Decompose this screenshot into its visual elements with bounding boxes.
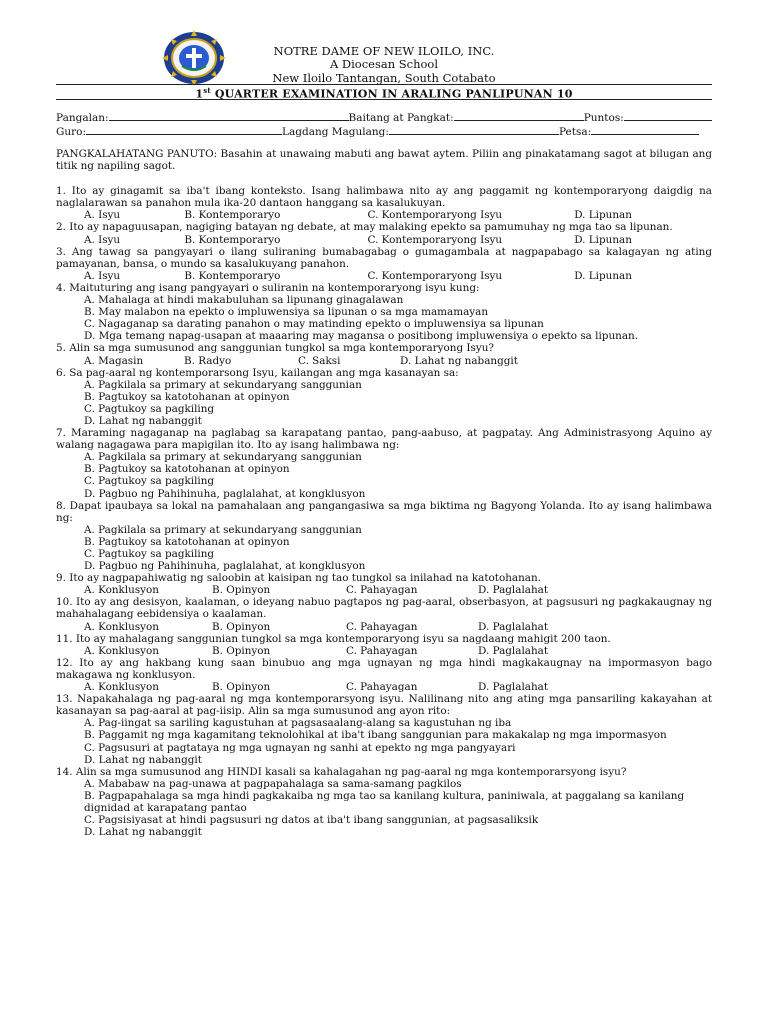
- choice-row: [56, 209, 712, 221]
- lagdang-label: Lagdang Magulang:: [282, 126, 389, 138]
- title-divider: [56, 99, 712, 100]
- choice-option[interactable]: D. Lahat ng nabanggit: [400, 354, 518, 367]
- choice-option[interactable]: B. Kontemporaryo: [184, 209, 281, 222]
- choice-option[interactable]: B. May malabon na epekto o impluwensiya sa lipunan o sa mga mamamayan: [84, 306, 489, 319]
- choice-option[interactable]: C. Pagtukoy sa pagkiling: [84, 475, 215, 488]
- choice-row: [56, 584, 712, 596]
- question-12: [56, 657, 712, 693]
- choice-option[interactable]: D. Paglalahat: [478, 681, 549, 694]
- choice-option[interactable]: A. Konklusyon: [84, 584, 160, 597]
- choice-option[interactable]: B. Pagtukoy sa katotohanan at opinyon: [84, 463, 290, 476]
- question-5: [56, 342, 712, 366]
- question-text: 11. Ito ay mahalagang sanggunian tungkol sa mga kontemporaryong isyu sa nagdaang mahigit 200 taon.: [56, 632, 611, 645]
- question-8: [56, 500, 712, 573]
- question-text: 8. Dapat ipaubaya sa lokal na pamahalaan ang pangangasiwa sa mga biktima ng Bagyong Yolanda. Ito ay isang halimbawa ng:: [56, 499, 712, 524]
- choice-option[interactable]: A. Pag-iingat sa sariling kagustuhan at pagsasaalang-alang sa kagustuhan ng iba: [84, 717, 512, 730]
- choice-option[interactable]: B. Pagtukoy sa katotohanan at opinyon: [84, 535, 290, 548]
- choice-option[interactable]: C. Kontemporaryong Isyu: [367, 233, 503, 246]
- choice-option[interactable]: C. Pahayagan: [346, 620, 418, 633]
- baitang-blank[interactable]: [454, 110, 584, 121]
- question-6: [56, 367, 712, 427]
- school-subtitle: A Diocesan School: [329, 57, 439, 71]
- question-list: [56, 185, 712, 838]
- choice-option[interactable]: A. Konklusyon: [84, 620, 160, 633]
- choice-option[interactable]: C. Pagsusuri at pagtataya ng mga ugnayan ng sanhi at epekto ng mga pangyayari: [84, 741, 516, 754]
- info-row-1: [56, 110, 712, 124]
- guro-blank[interactable]: [86, 124, 282, 135]
- choice-option[interactable]: C. Kontemporaryong Isyu: [367, 209, 503, 222]
- choice-option[interactable]: A. Pagkilala sa primary at sekundaryang sanggunian: [84, 451, 362, 464]
- question-14: [56, 766, 712, 839]
- baitang-label: Baitang at Pangkat:: [348, 112, 454, 124]
- choice-row: [56, 270, 712, 282]
- choice-option[interactable]: A. Isyu: [84, 209, 121, 222]
- choice-option[interactable]: C. Pagtukoy sa pagkiling: [84, 402, 215, 415]
- choice-option[interactable]: A. Mahalaga at hindi makabuluhan sa lipunang ginagalawan: [84, 294, 404, 307]
- question-4: [56, 282, 712, 342]
- question-text: 5. Alin sa mga sumusunod ang sanggunian tungkol sa mga kontemporaryong Isyu?: [56, 342, 494, 355]
- question-text: 7. Maraming nagaganap na paglabag sa karapatang pantao, pang-aabuso, at pagpatay. Ang Administrasyong Aquino ay walang nagagawa para mapigilan ito. Ito ay isang halimbawa ng:: [56, 427, 712, 452]
- choice-option[interactable]: D. Paglalahat: [478, 584, 549, 597]
- school-address: New Iloilo Tantangan, South Cotabato: [272, 71, 496, 85]
- lagdang-blank[interactable]: [389, 124, 559, 135]
- choice-row: [56, 645, 712, 657]
- choice-option[interactable]: D. Lahat ng nabanggit: [84, 753, 202, 766]
- question-text: 1. Ito ay ginagamit sa iba't ibang konteksto. Isang halimbawa nito ay ang paggamit ng kontemporaryong daigdig na naglalarawan sa panahon mula ika-20 dantaon hanggang sa kasalukuyan.: [56, 185, 712, 210]
- choice-option[interactable]: D. Paglalahat: [478, 620, 549, 633]
- general-directions: PANGKALAHATANG PANUTO: Basahin at unawaing mabuti ang bawat aytem. Piliin ang pinakatamang sagot at bilugan ang titik ng napiling sagot.: [56, 148, 712, 173]
- choice-row: [56, 681, 712, 693]
- choice-option[interactable]: A. Konklusyon: [84, 681, 160, 694]
- petsa-blank[interactable]: [591, 124, 699, 135]
- choice-row: [56, 621, 712, 633]
- question-1: [56, 185, 712, 221]
- question-text: 4. Maituturing ang isang pangyayari o suliranin na kontemporaryong isyu kung:: [56, 281, 480, 294]
- choice-option[interactable]: B. Kontemporaryo: [184, 233, 281, 246]
- info-row-2: [56, 124, 699, 138]
- pangalan-label: Pangalan:: [56, 112, 109, 124]
- question-11: [56, 633, 712, 657]
- question-9: [56, 572, 712, 596]
- question-10: [56, 596, 712, 632]
- question-text: 3. Ang tawag sa pangyayari o ilang suliraning bumabagabag o gumagambala at nagpapabago sa kalagayan ng ating pamayanan, bansa, o mundo sa kasalukuyang panahon.: [56, 245, 712, 270]
- exam-content: [56, 148, 712, 838]
- choice-option[interactable]: B. Radyo: [184, 354, 232, 367]
- choice-option[interactable]: D. Lipunan: [574, 269, 632, 282]
- question-3: [56, 246, 712, 282]
- pangalan-blank[interactable]: [109, 110, 349, 121]
- question-text: 12. Ito ay ang hakbang kung saan binubuo ang mga ugnayan ng mga hindi magkakaugnay na impormasyon bago makagawa ng konklusyon.: [56, 656, 712, 681]
- question-2: [56, 221, 712, 245]
- choice-option[interactable]: A. Isyu: [84, 233, 121, 246]
- choice-option[interactable]: B. Opinyon: [212, 584, 271, 597]
- choice-option[interactable]: C. Pagtukoy sa pagkiling: [84, 548, 215, 560]
- choice-option[interactable]: B. Opinyon: [212, 681, 271, 694]
- choice-row: [56, 234, 712, 246]
- choice-option[interactable]: D. Paglalahat: [478, 644, 549, 657]
- choice-option[interactable]: B. Opinyon: [212, 644, 271, 657]
- question-13: [56, 693, 712, 766]
- choice-option[interactable]: A. Pagkilala sa primary at sekundaryang sanggunian: [84, 378, 362, 391]
- question-text: 2. Ito ay napaguusapan, nagiging batayan ng debate, at may malaking epekto sa pamumuhay ng mga tao sa lipunan.: [56, 221, 673, 234]
- petsa-label: Petsa:: [558, 126, 592, 138]
- choice-row: [56, 355, 712, 367]
- choice-option[interactable]: A. Magasin: [84, 354, 144, 367]
- choice-option[interactable]: D. Lahat ng nabanggit: [84, 414, 202, 427]
- choice-option[interactable]: A. Konklusyon: [84, 644, 160, 657]
- choice-option[interactable]: D. Lipunan: [574, 233, 632, 246]
- choice-option[interactable]: D. Pagbuo ng Pahihinuha, paglalahat, at kongklusyon: [84, 487, 366, 500]
- choice-option[interactable]: A. Mababaw na pag-unawa at pagpapahalaga sa sama-samang pagkilos: [84, 777, 462, 790]
- choice-option[interactable]: C. Pahayagan: [346, 644, 418, 657]
- choice-option[interactable]: C. Saksi: [298, 354, 341, 367]
- question-text: 9. Ito ay nagpapahiwatig ng saloobin at kaisipan ng tao tungkol sa inilahad na katotohanan.: [56, 572, 541, 585]
- choice-option[interactable]: D. Pagbuo ng Pahihinuha, paglalahat, at kongklusyon: [84, 560, 366, 573]
- choice-option[interactable]: B. Paggamit ng mga kagamitang teknolohikal at iba't ibang sanggunian para makakalap ng mga impormasyon: [84, 729, 667, 742]
- choice-option[interactable]: D. Mga temang napag-usapan at maaaring may magansa o positibong impluwensiya o epekto sa lipunan.: [84, 330, 639, 343]
- choice-option[interactable]: A. Isyu: [84, 269, 121, 282]
- choice-option[interactable]: B. Opinyon: [212, 620, 271, 633]
- question-text: 10. Ito ay ang desisyon, kaalaman, o ideyang nabuo pagtapos ng pag-aaral, obserbasyon, at pagsusuri ng pagkakaugnay ng mahahalagang eebidensiya o kaalaman.: [56, 596, 712, 621]
- school-name: NOTRE DAME OF NEW ILOILO, INC.: [273, 44, 495, 58]
- choice-option[interactable]: C. Pahayagan: [346, 681, 418, 694]
- choice-option[interactable]: A. Pagkilala sa primary at sekundaryang sanggunian: [84, 523, 362, 536]
- choice-option[interactable]: D. Lipunan: [574, 209, 632, 222]
- exam-title: 1st QUARTER EXAMINATION IN ARALING PANLIPUNAN 10: [195, 86, 573, 101]
- question-text: 14. Alin sa mga sumusunod ang HINDI kasali sa kahalagahan ng pag-aaral ng mga kontemporarsyong isyu?: [56, 765, 627, 778]
- choice-option[interactable]: C. Nagaganap sa darating panahon o may matinding epekto o impluwensiya sa lipunan: [84, 318, 544, 331]
- choice-option[interactable]: C. Pahayagan: [346, 584, 418, 597]
- puntos-blank[interactable]: [624, 110, 712, 121]
- question-text: 6. Sa pag-aaral ng kontemporarsong Isyu, kailangan ang mga kasanayan sa:: [56, 366, 459, 379]
- header-divider: [56, 84, 712, 85]
- choice-option[interactable]: B. Pagpapahalaga sa mga hindi pagkakaiba ng mga tao sa kanilang kultura, paniniwala, at paggalang sa kanilang dignidad at karapatang pantao: [84, 789, 685, 814]
- question-7: [56, 427, 712, 500]
- choice-option[interactable]: B. Pagtukoy sa katotohanan at opinyon: [84, 390, 290, 403]
- puntos-label: Puntos:: [583, 112, 624, 124]
- choice-option[interactable]: B. Kontemporaryo: [184, 269, 281, 282]
- guro-label: Guro:: [56, 126, 87, 138]
- choice-option[interactable]: D. Lahat ng nabanggit: [84, 826, 202, 839]
- choice-option[interactable]: C. Pagsisiyasat at hindi pagsusuri ng datos at iba't ibang sanggunian, at pagsasaliksik: [84, 814, 539, 827]
- question-text: 13. Napakahalaga ng pag-aaral ng mga kontemporarsyong isyu. Nalilinang nito ang ating mga pansariling kakayahan at kasanayan sa pag-aaral at pag-iisip. Alin sa mga sumusunod ang ayon rito:: [56, 693, 712, 718]
- choice-option[interactable]: C. Kontemporaryong Isyu: [367, 269, 503, 282]
